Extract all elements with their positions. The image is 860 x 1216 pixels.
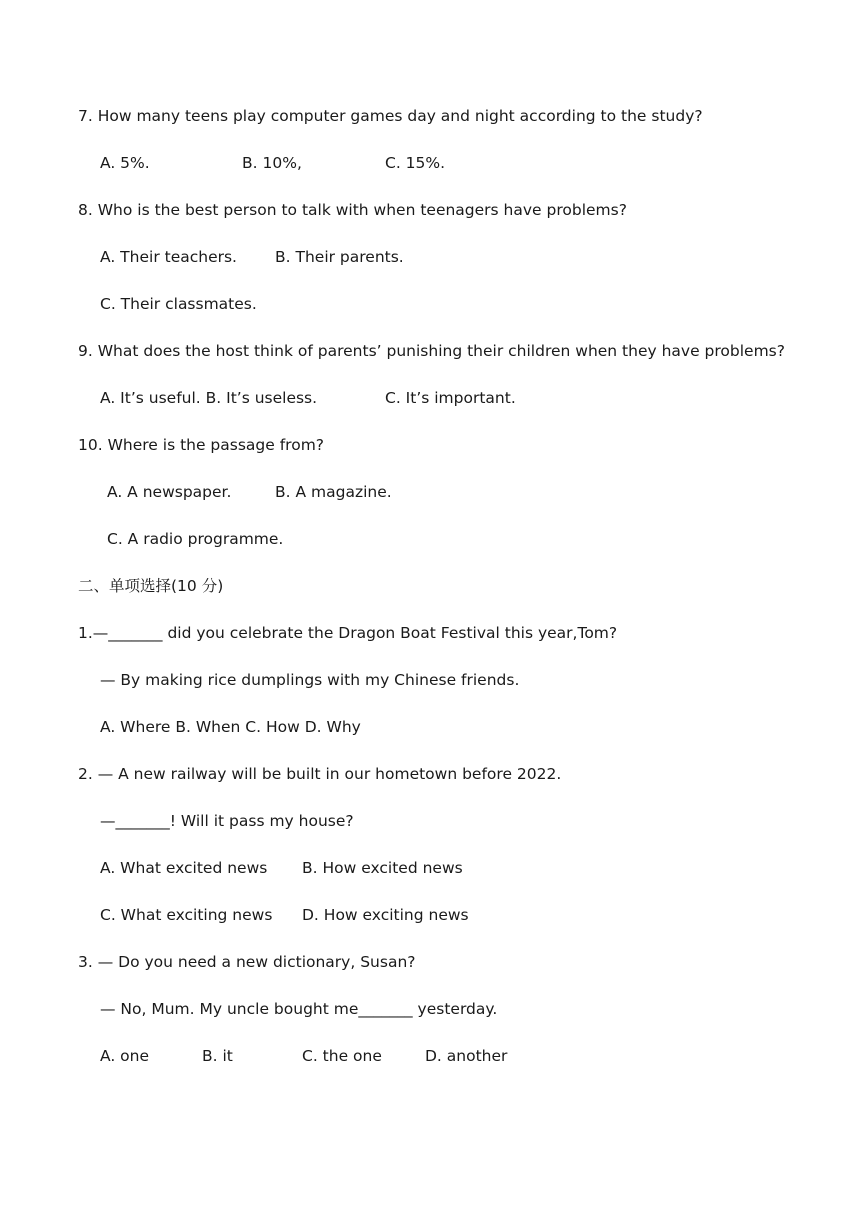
question-7-text: 7. How many teens play computer games day and night according to the study? [78, 107, 703, 125]
question-7-option-c: C. 15%. [385, 154, 446, 172]
question-9-options-ab: A. It’s useful. B. It’s useless. [100, 389, 318, 407]
choice-1-reply: — By making rice dumplings with my Chinese friends. [100, 671, 520, 689]
question-7-option-a: A. 5%. [100, 154, 150, 172]
question-9-text: 9. What does the host think of parents’ punishing their children when they have problems? [78, 342, 785, 360]
choice-2-reply: —_______! Will it pass my house? [100, 812, 354, 830]
choice-3-question: 3. — Do you need a new dictionary, Susan? [78, 953, 416, 971]
choice-3-option-c: C. the one [302, 1047, 382, 1065]
question-9-option-c: C. It’s important. [385, 389, 516, 407]
choice-3-reply: — No, Mum. My uncle bought me_______ yesterday. [100, 1000, 498, 1018]
choice-1-options: A. Where B. When C. How D. Why [100, 718, 361, 736]
choice-1-question: 1.—_______ did you celebrate the Dragon Boat Festival this year,Tom? [78, 624, 618, 642]
question-8-text: 8. Who is the best person to talk with when teenagers have problems? [78, 201, 627, 219]
question-8-option-c: C. Their classmates. [100, 295, 257, 313]
question-8-option-a: A. Their teachers. [100, 248, 237, 266]
question-10-text: 10. Where is the passage from? [78, 436, 325, 454]
choice-2-option-a: A. What excited news [100, 859, 268, 877]
section-2-heading: 二、单项选择(10 分) [78, 577, 224, 595]
choice-2-option-b: B. How excited news [302, 859, 463, 877]
question-8-option-b: B. Their parents. [275, 248, 404, 266]
choice-3-option-a: A. one [100, 1047, 150, 1065]
question-7-option-b: B. 10%, [242, 154, 302, 172]
question-10-option-b: B. A magazine. [275, 483, 392, 501]
question-10-option-a: A. A newspaper. [107, 483, 232, 501]
choice-2-question: 2. — A new railway will be built in our hometown before 2022. [78, 765, 562, 783]
choice-3-option-b: B. it [202, 1047, 233, 1065]
choice-3-option-d: D. another [425, 1047, 508, 1065]
choice-2-option-d: D. How exciting news [302, 906, 469, 924]
choice-2-option-c: C. What exciting news [100, 906, 273, 924]
question-10-option-c: C. A radio programme. [107, 530, 284, 548]
